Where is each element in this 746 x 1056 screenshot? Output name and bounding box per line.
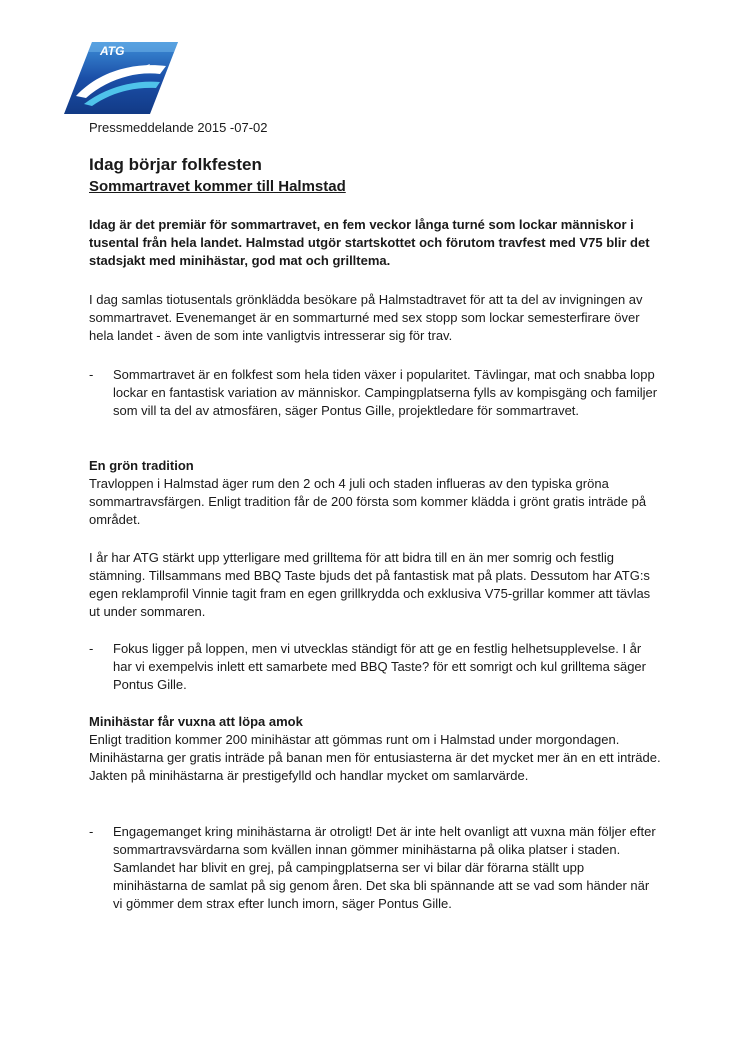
section-minihorses [89,713,661,785]
quote-2 [89,640,661,694]
paragraph-grill: I år har ATG stärkt upp ytterligare med grilltema för att bidra till en än mer somrig och festlig stämning. Tillsammans med BBQ Taste bjuds det på fantastisk mat på plats. Dessutom har ATG:s egen reklamprofil Vinnie tagit fram en egen grillkrydda och exklusiva V75-grillar kommer att tävlas ut under sommaren. [89,550,651,619]
quote-3 [89,823,661,913]
atg-logo [62,40,180,116]
page-subtitle: Sommartravet kommer till Halmstad [89,178,346,195]
quote-dash: - [89,824,94,839]
quote-dash: - [89,641,94,656]
quote-1 [89,366,661,420]
page-title: Idag börjar folkfesten [89,155,262,174]
section-heading-minihorses: Minihästar får vuxna att löpa amok [89,714,303,729]
section-green-tradition [89,457,661,529]
release-date: Pressmeddelande 2015 -07-02 [89,120,268,135]
lead-paragraph: Idag är det premiär för sommartravet, en fem veckor långa turné som lockar människor i tusental från hela landet. Halmstad utgör startskottet och förutom travfest med V75 blir det stadsjakt med minihästar, god mat och grilltema. [89,217,650,268]
paragraph-green: Travloppen i Halmstad äger rum den 2 och 4 juli och staden influeras av den typiska gröna sommartravsfärgen. Enligt tradition får de 200 första som kommer klädda i grönt gratis inträde på området. [89,476,647,527]
logo-text: ATG [100,44,125,58]
quote-2-text: Fokus ligger på loppen, men vi utvecklas ständigt för att ge en festlig helhetsupplevelse. I år har vi exempelvis inlett ett samarbete med BBQ Taste? för ett somrigt och kul grilltema säger Pontus Gille. [113,641,646,692]
quote-1-text: Sommartravet är en folkfest som hela tiden växer i popularitet. Tävlingar, mat och snabba lopp lockar en fantastisk variation av människor. Campingplatserna fylls av kompisgäng och familjer som vill ta del av atmosfären, säger Pontus Gille, projektledare för sommartravet. [113,367,658,418]
paragraph-intro: I dag samlas tiotusentals grönklädda besökare på Halmstadtravet för att ta del av invigningen av sommartravet. Evenemanget är en sommarturné med sex stopp som lockar semesterfirare över hela landet - även de som inte vanligtvis intresserar sig för trav. [89,292,643,343]
quote-3-text: Engagemanget kring minihästarna är otroligt! Det är inte helt ovanligt att vuxna män följer efter sommartravsvärdarna som kvällen innan gömmer minihästarna på olika platser i staden. Samlandet har blivit en grej, på campingplatserna ser vi bilar där förarna ställt upp minihästarna de samlat på sig genom åren. Det ska bli spännande att se vad som händer när vi gömmer dem strax efter lunch imorn, säger Pontus Gille. [113,824,656,911]
quote-dash: - [89,367,94,382]
section-heading-green: En grön tradition [89,458,194,473]
paragraph-minihorses: Enligt tradition kommer 200 minihästar att gömmas runt om i Halmstad under morgondagen. Minihästarna ger gratis inträde på banan men för entusiasterna är det mycket mer än en ett inträde. Jakten på minihästarna är prestigefylld och handlar mycket om samlarvärde. [89,732,661,783]
